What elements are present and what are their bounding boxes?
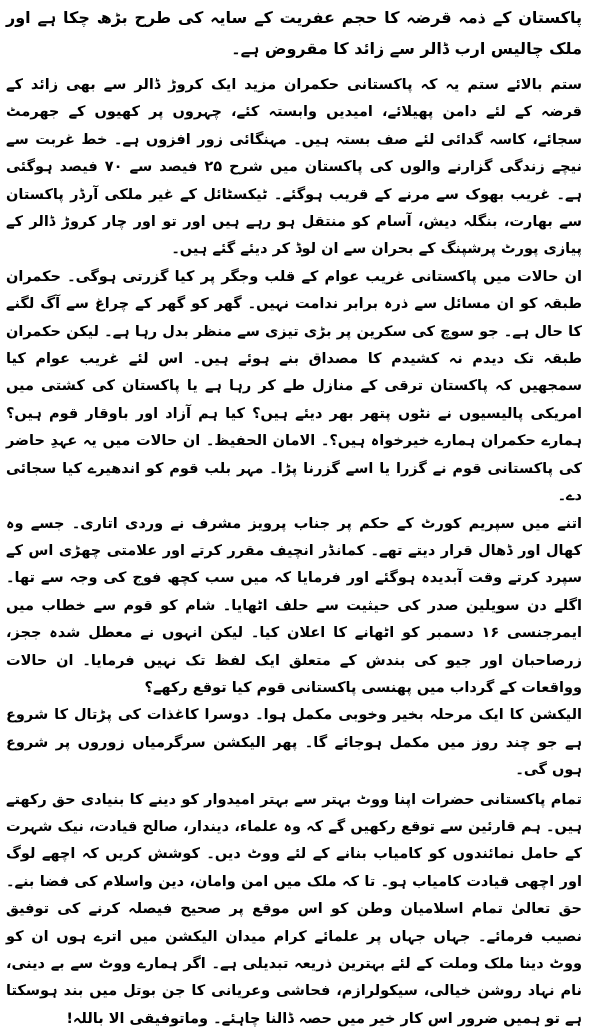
- article-paragraph-4: اتنے میں سپریم کورٹ کے حکم پر جناب پرویز مشرف نے وردی اتاری۔ جسے وہ کھال اور ڈھال قرار دیتے تھے۔ کمانڈر انچیف مقرر کرتے اور علامتی چھڑی اس کے سپرد کرتے وقت آبدیدہ ہوگئے اور فرمایا کہ میں سب کچھ فوج کی وجہ سے تھا۔ اگلے دن سویلین صدر کی حیثیت سے حلف اٹھایا۔ شام کو قوم سے خطاب میں ایمرجنسی ۱۶ دسمبر کو اٹھانے کا اعلان کیا۔ لیکن انہوں نے معطل شدہ ججز، زرصاحبان اور جیو کی بندش کے متعلق ایک لفظ تک نہیں فرمایا۔ ان حالات وواقعات کے گرداب میں پھنسی پاکستانی قوم کیا توقع رکھے؟: [6, 515, 583, 696]
- article-page: [6, 2, 583, 1027]
- closing-prayer: وماتوفیقی الا باللہ!: [66, 1010, 209, 1027]
- article-paragraph-6: [6, 787, 582, 1033]
- article-paragraph-2: ستم بالائے ستم یہ کہ پاکستانی حکمران مزید ایک کروڑ ڈالر سے بھی زائد کے قرضہ کے لئے دامن پھیلائے، امیدیں وابستہ کئے، چہروں پر کھیوں کے جھرمٹ سجائے، کاسہ گدائی لئے صف بستہ ہیں۔ مہنگائی زور افزوں ہے۔ خط غربت سے نیچے زندگی گزارنے والوں کی پاکستان میں شرح ۲۵ فیصد سے ۷۰ فیصد ہوگئی ہے۔ غریب بھوک سے مرنے کے قریب ہوگئے۔ ٹیکسٹائل کے غیر ملکی آرڈر پاکستان سے بھارت، بنگلہ دیش، آسام کو منتقل ہو رہے ہیں اور تو اور چار کروڑ ڈالر کے پیازی پورٹ پرشپنگ کے بحران سے ان لوڈ کر دیئے گئے ہیں۔: [6, 77, 582, 258]
- article-paragraph-1: پاکستان کے ذمہ قرضہ کا حجم عفریت کے سایہ کی طرح بڑھ چکا ہے اور ملک چالیس ارب ڈالر سے زائد کا مقروض ہے۔: [6, 8, 582, 58]
- article-paragraph-3: ان حالات میں پاکستانی غریب عوام کے قلب وجگر پر کیا گزرتی ہوگی۔ حکمران طبقہ کو ان مسائل سے ذرہ برابر ندامت نہیں۔ گھر کو گھر کے چراغ سے آگ لگنے کا حال ہے۔ جو سوچ کی سکرین پر بڑی تیزی سے منظر بدل رہا ہے۔ لیکن حکمران طبقہ تک دیدم نہ کشیدم کا مصداق بنے ہوئے ہیں۔ اس لئے غریب عوام کیا سمجھیں کہ پاکستان ترقی کے منازل طے کر رہا ہے یا پاکستان کی کشتی میں امریکی پالیسیوں نے نٹوں پتھر بھر دیئے ہیں؟ کیا ہم آزاد اور باوقار قوم ہیں؟ ہمارے حکمران ہمارے خیرخواہ ہیں؟۔ الامان الحفیظ۔ ان حالات میں یہ عہدِ حاضر کی پاکستانی قوم نے گزرا یا اسے گزرنا پڑا۔ مہر بلب قوم کو اندھیرے کیا سجائی دے۔: [6, 268, 582, 505]
- article-paragraph-5: الیکشن کا ایک مرحلہ بخیر وخوبی مکمل ہوا۔ دوسرا کاغذات کی پڑتال کا شروع ہے جو چند روز میں مکمل ہوجائے گا۔ پھر الیکشن سرگرمیاں زوروں پر شروع ہوں گی۔: [6, 707, 582, 779]
- article-paragraph-6-text: تمام پاکستانی حضرات اپنا ووٹ بہتر سے بہتر امیدوار کو دینے کا بنیادی حق رکھتے ہیں۔ ہم قارئین سے توقع رکھیں گے کہ وہ علماء، دیندار، صالح قیادت، نیک شہرت کے حامل نمائندوں کو کامیاب بنانے کے لئے ووٹ دیں۔ کوشش کریں کہ اچھے لوگ اور اچھی قیادت کامیاب ہو۔ تا کہ ملک میں امن وامان، دین واسلام کی فضا بنے۔ حق تعالیٰ تمام اسلامیان وطن کو اس موقع پر صحیح فیصلہ کرنے کی توفیق نصیب فرمائے۔ جہاں جہاں پر علمائے کرام میدان الیکشن میں اترے ہوں ان کو ووٹ دینا ملک وملت کے لئے بہترین ذریعہ تبدیلی ہے۔ اگر ہمارے ووٹ سے بے دینی، نام نہاد روشن خیالی، سیکولرازم، فحاشی وعریانی کا جن بوتل میں بند ہوسکتا ہے تو ہمیں ضرور اس کار خیر میں حصہ ڈالنا چاہئے۔: [6, 791, 582, 1027]
